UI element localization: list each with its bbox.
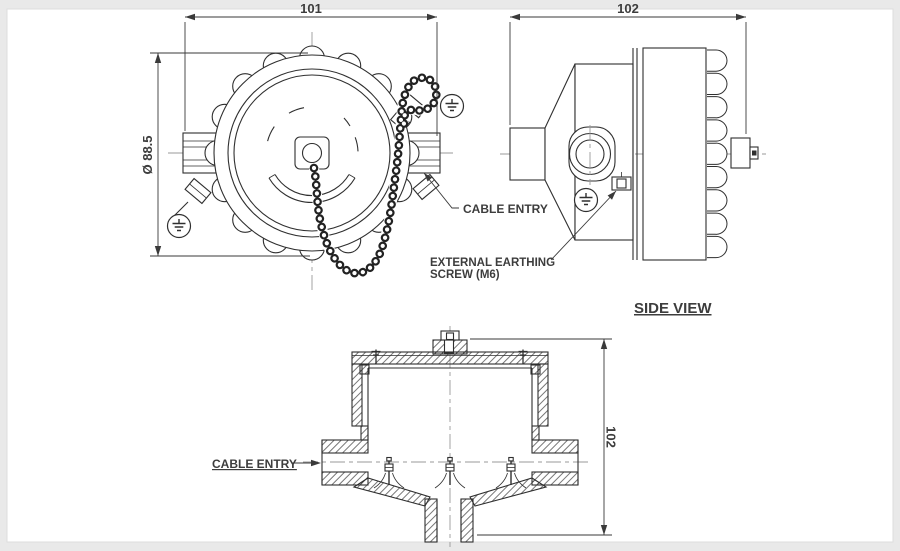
- earth-ground-icon: [575, 189, 598, 212]
- section-wall-right: [538, 364, 548, 426]
- earth-ground-icon: [168, 215, 191, 238]
- cable-entry-label-section: CABLE ENTRY: [212, 457, 297, 471]
- dim-diameter-value: Ø 88.5: [140, 135, 155, 175]
- side-cap-body: [643, 48, 706, 260]
- side-entry-stub: [510, 128, 545, 180]
- cable-entry-label-front: CABLE ENTRY: [463, 202, 548, 216]
- side-view-title: SIDE VIEW: [634, 300, 712, 317]
- external-earthing-label-line1: EXTERNAL EARTHING: [430, 257, 556, 269]
- earth-ground-icon: [441, 95, 464, 118]
- section-wall-left: [352, 364, 362, 426]
- side-knurl: [707, 50, 727, 258]
- dim-102-side-value: 102: [617, 1, 639, 16]
- dim-102-section-value: 102: [603, 426, 619, 448]
- section-top-plate: [352, 352, 548, 364]
- dim-101-value: 101: [300, 1, 322, 16]
- external-earthing-label-line2: SCREW (M6): [430, 269, 500, 281]
